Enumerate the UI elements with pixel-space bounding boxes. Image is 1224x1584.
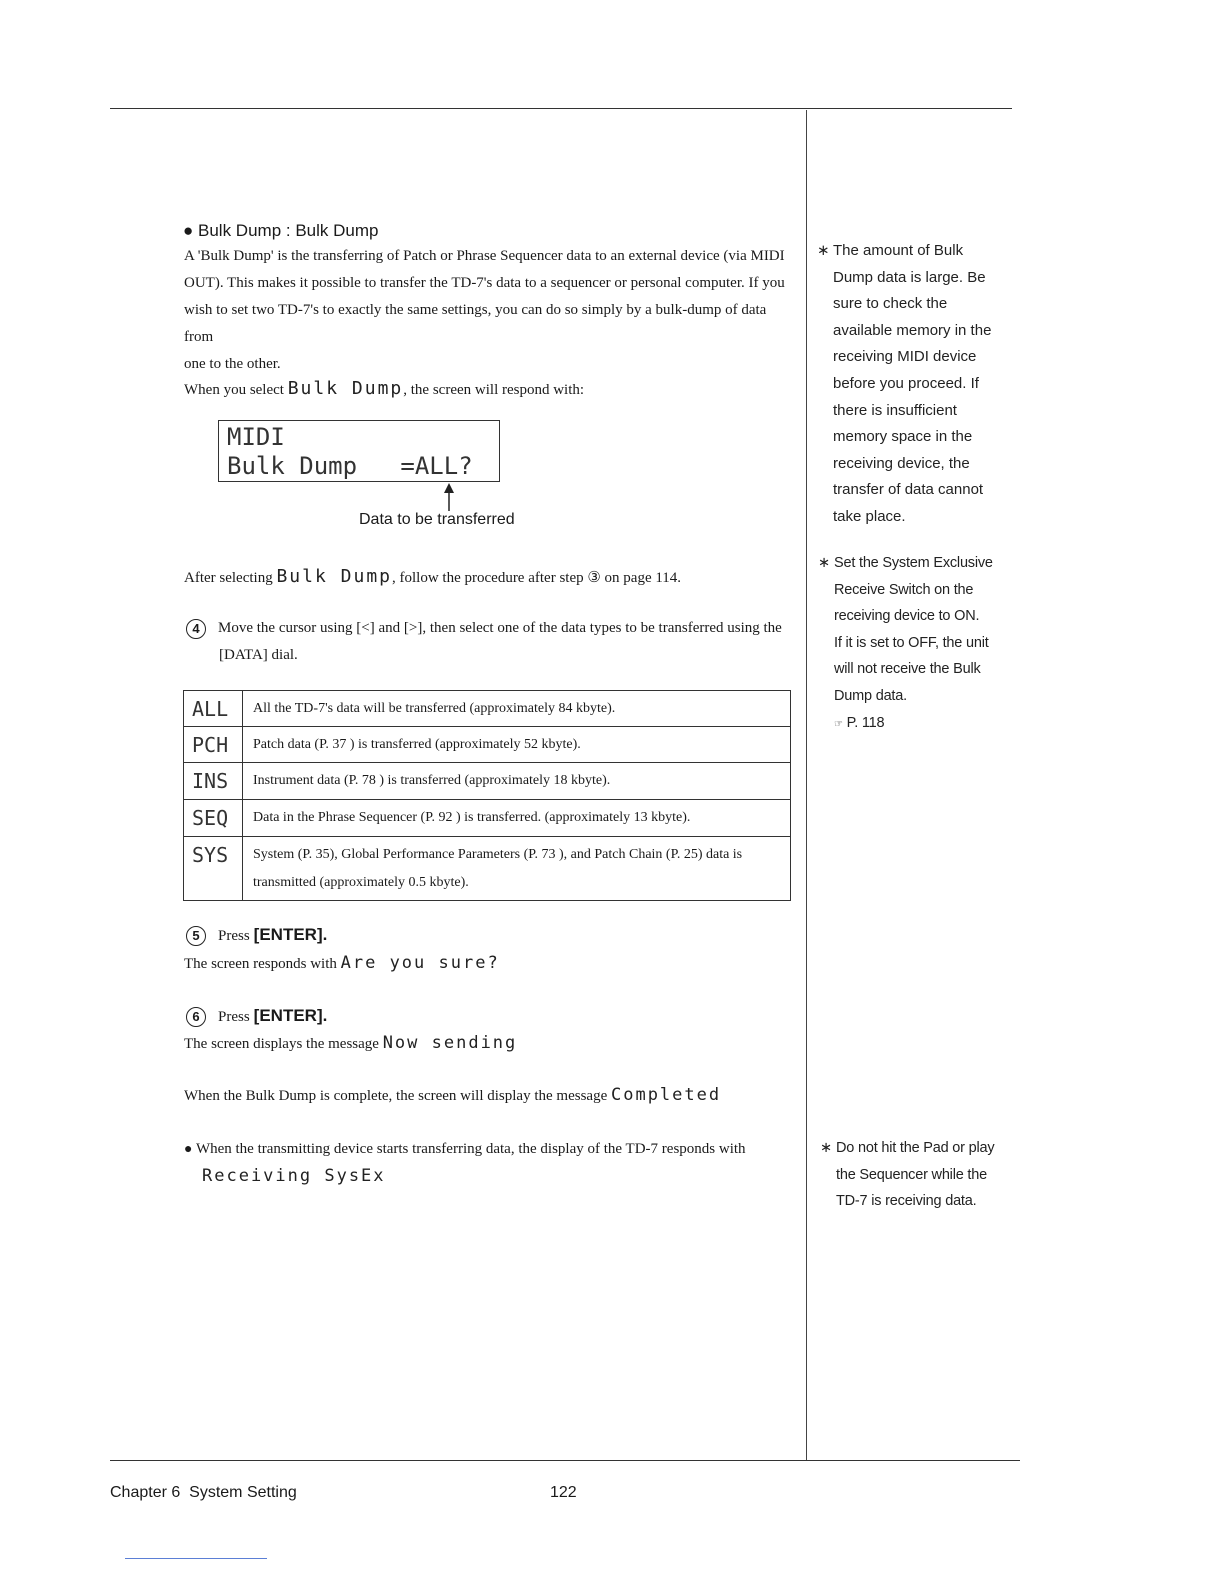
reference-pointer-icon: ☞ (834, 718, 843, 730)
lcd-inline-text: Completed (610, 1085, 722, 1105)
table-row (184, 691, 791, 727)
step-6: 6 Press [ENTER]. (186, 1004, 327, 1031)
bottom-rule (110, 1460, 1020, 1461)
step-number: 4 (186, 619, 206, 639)
lcd-inline-text: Are you sure? (340, 953, 500, 973)
asterisk-icon: ∗ (818, 555, 830, 571)
lcd-inline-text: Now sending (382, 1033, 518, 1053)
side-note-sysex: ∗ Set the System Exclusive Receive Switch on the receiving device to ON. If it is set to OFF, the unit will not receive the Bulk Dump data. ☞ P. 118 (834, 550, 1009, 738)
type-description: Instrument data (P. 78 ) is transferred (approximately 18 kbyte). (243, 763, 791, 800)
lcd-inline-text: Bulk Dump (276, 566, 393, 587)
step-6-response: The screen displays the message Now sending (184, 1033, 518, 1053)
step-5: 5 Press [ENTER]. (186, 923, 327, 950)
type-code: SYS (184, 837, 243, 901)
intro-paragraph: A 'Bulk Dump' is the transferring of Patch or Phrase Sequencer data to an external device (via MIDI OUT). This makes it possible to transfer the TD-7's data to a sequencer or personal computer. If you wish to set two TD-7's to exactly the same settings, you can do so simply by a bulk-dump of data from one to the other. (184, 248, 785, 372)
page-number: 122 (550, 1484, 577, 1501)
top-rule (110, 108, 1012, 109)
table-row (184, 800, 791, 837)
lcd-caption: Data to be transferred (359, 511, 515, 528)
data-types-table (183, 690, 791, 901)
bullet-icon: ● (183, 221, 194, 240)
step-4: 4 Move the cursor using [<] and [>], then select one of the data types to be transferred using the [DATA] dial. (186, 615, 796, 669)
type-description: System (P. 35), Global Performance Parameters (P. 73 ), and Patch Chain (P. 25) data is transmitted (approximately 0.5 kbyte). (243, 837, 791, 901)
enter-key-label: [ENTER]. (253, 925, 328, 944)
footer-chapter: Chapter 6 System Setting (110, 1484, 297, 1501)
page-reference: ☞ P. 118 (834, 714, 885, 731)
table-row (184, 763, 791, 800)
lcd-inline-text: Bulk Dump (287, 378, 404, 399)
lcd-display (218, 420, 500, 482)
type-description: Patch data (P. 37 ) is transferred (approximately 52 kbyte). (243, 727, 791, 763)
table-row (184, 727, 791, 763)
margin-rule (806, 110, 807, 1460)
type-description: Data in the Phrase Sequencer (P. 92 ) is transferred. (approximately 13 kbyte). (243, 800, 791, 837)
side-note-memory: ∗ The amount of Bulk Dump data is large. Be sure to check the available memory in the receiving MIDI device before you proceed. If there is insufficient memory space in the receiving device, the transfer of data cannot take place. (833, 238, 1005, 531)
side-note-receiving: ∗ Do not hit the Pad or play the Sequencer while the TD-7 is receiving data. (836, 1135, 1011, 1215)
select-sentence: When you select Bulk Dump, the screen will respond with: (184, 378, 585, 399)
step-number: 5 (186, 926, 206, 946)
lcd-inline-text: Receiving SysEx (202, 1166, 386, 1186)
enter-key-label: [ENTER]. (253, 1006, 328, 1025)
step-number: 6 (186, 1007, 206, 1027)
type-code: INS (184, 763, 243, 800)
type-code: SEQ (184, 800, 243, 837)
arrow-up-icon (444, 483, 454, 511)
asterisk-icon: ∗ (820, 1140, 832, 1156)
lcd-line-2: Bulk Dump =ALL? (227, 452, 473, 480)
after-sentence: After selecting Bulk Dump, follow the procedure after step ③ on page 114. (184, 566, 682, 587)
section-heading: ● Bulk Dump : Bulk Dump (183, 221, 379, 240)
table-row (184, 837, 791, 901)
footer-link-line (125, 1558, 267, 1559)
bullet-icon: ● (184, 1142, 193, 1157)
complete-sentence: When the Bulk Dump is complete, the screen will display the message Completed (184, 1085, 722, 1105)
receive-paragraph: ● When the transmitting device starts transferring data, the display of the TD-7 responds with Receiving SysEx (184, 1136, 796, 1190)
asterisk-icon: ∗ (817, 242, 830, 259)
lcd-line-1: MIDI (227, 423, 285, 451)
type-description: All the TD-7's data will be transferred (approximately 84 kbyte). (243, 691, 791, 727)
type-code: ALL (184, 691, 243, 727)
step-5-response: The screen responds with Are you sure? (184, 953, 500, 973)
type-code: PCH (184, 727, 243, 763)
